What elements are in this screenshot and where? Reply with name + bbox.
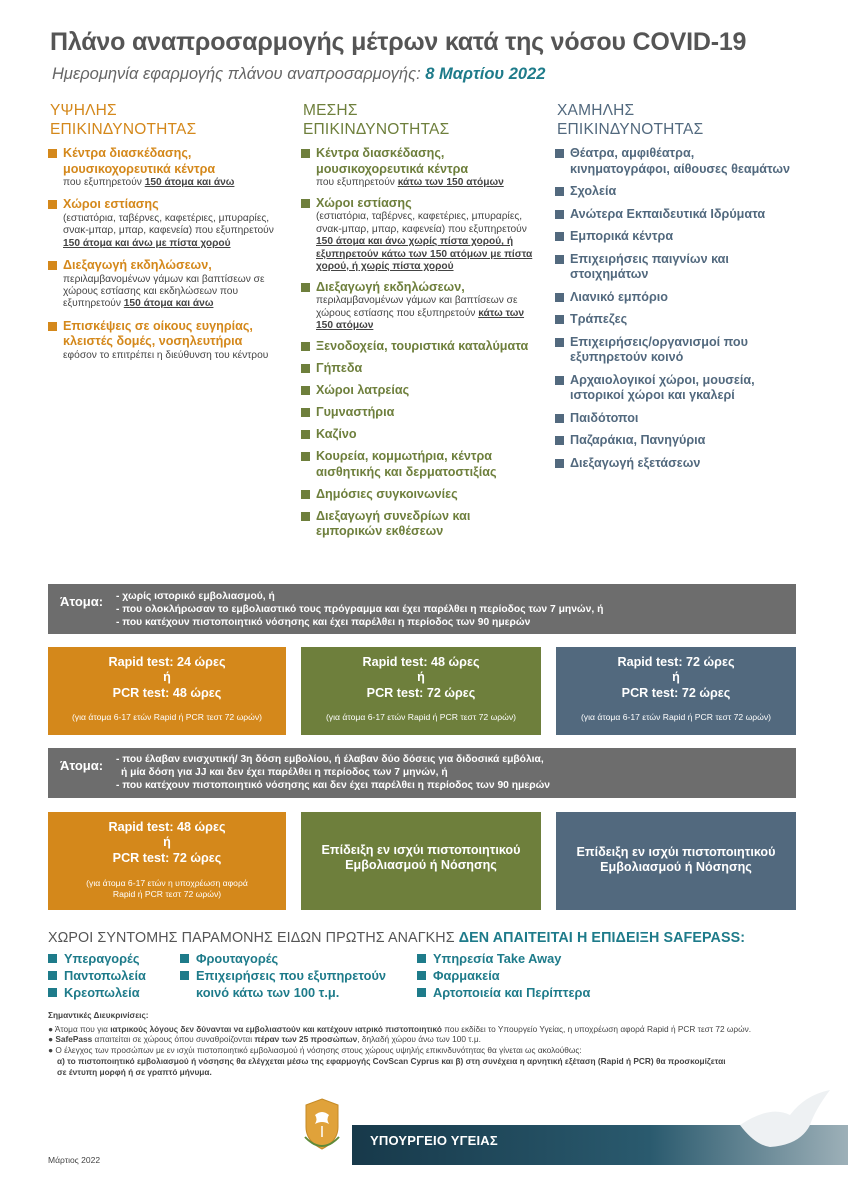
risk-item-title: Θέατρα, αμφιθέατρα, κινηματογράφοι, αίθουσες θεαμάτων xyxy=(570,146,790,176)
short-stay-item: Φρουταγορές xyxy=(180,951,278,966)
risk-item-desc: εφόσον το επιτρέπει η διεύθυνση του κέντρου xyxy=(63,349,269,361)
bullet-square-icon xyxy=(48,954,57,963)
short-stay-item: Επιχειρήσεις που εξυπηρετούν xyxy=(180,968,386,983)
bullet-square-icon xyxy=(301,149,310,158)
risk-item xyxy=(48,146,284,189)
short-stay-heading: ΧΩΡΟΙ ΣΥΝΤΟΜΗΣ ΠΑΡΑΜΟΝΗΣ ΕΙΔΩΝ ΠΡΩΤΗΣ ΑΝΑΓΚΗΣ ΔΕΝ ΑΠΑΙΤΕΙΤΑΙ Η ΕΠΙΔΕΙΞΗ SAFEPASS: xyxy=(48,930,746,946)
bullet-square-icon xyxy=(555,459,564,468)
bullet-square-icon xyxy=(48,200,57,209)
bullet-square-icon xyxy=(555,436,564,445)
short-stay-item: Φαρμακεία xyxy=(417,968,500,983)
short-stay-item: Αρτοποιεία και Περίπτερα xyxy=(417,985,590,1000)
risk-item-title: Επιχειρήσεις/οργανισμοί που εξυπηρετούν κοινό xyxy=(570,334,748,364)
bullet-square-icon xyxy=(301,452,310,461)
risk-item xyxy=(301,146,539,189)
page-subtitle: Ημερομηνία εφαρμογής πλάνου αναπροσαρμογής: 8 Μαρτίου 2022 xyxy=(52,65,546,83)
bullet-square-icon xyxy=(417,971,426,980)
risk-item xyxy=(301,509,539,540)
risk-item-desc: που εξυπηρετούν 150 άτομα και άνω xyxy=(63,177,235,188)
bullet-square-icon xyxy=(301,512,310,521)
bullet-square-icon xyxy=(301,408,310,417)
risk-item xyxy=(301,383,539,399)
bullet-square-icon xyxy=(301,364,310,373)
important-notes: Σημαντικές Διευκρινίσεις: ● Άτομα που για ιατρικούς λόγους δεν δύνανται να εμβολιαστούν και κατέχουν ιατρικό πιστοποιητικό που εκδίδει το Υπουργείο Υγείας, η υποχρέωση αφορά Rapid ή PCR τεστ 72 ωρών. ● SafePass απαιτείται σε χώρους όπου συναθροίζονται πέραν των 25 προσώπων, δηλαδή χώρου άνω των 100 τ.μ. ● Ο έλεγχος των προσώπων με εν ισχύι πιστοποιητικό εμβολιασμού ή νόσησης στους χώρους υψηλής επικινδυνότητας θα γίνεται ως ακολούθως: α) το πιστοποιητικό εμβολιασμού ή νόσησης θα ελέγχεται μέσω της εφαρμογής CovScan Cyprus και β) στη συνέχεια η αρνητική εξέταση (Rapid ή PCR) θα προσκομίζεται σε έντυπη μορφή ή σε γραπτό μήνυμα. xyxy=(48,1010,752,1077)
dove-watermark-icon xyxy=(730,1085,840,1170)
medium-risk-list xyxy=(301,146,539,546)
risk-item-title: Χώροι εστίασης xyxy=(316,195,412,210)
risk-item-title: Τράπεζες xyxy=(570,312,628,326)
risk-item xyxy=(555,207,795,223)
risk-item xyxy=(301,449,539,480)
risk-item xyxy=(301,339,539,355)
risk-item-desc: που εξυπηρετούν κάτω των 150 ατόμων xyxy=(316,177,504,188)
bullet-square-icon xyxy=(417,954,426,963)
risk-item xyxy=(555,146,795,177)
bullet-square-icon xyxy=(180,954,189,963)
bullet-square-icon xyxy=(555,315,564,324)
short-stay-item: Υπεραγορές xyxy=(48,951,139,966)
low-risk-list xyxy=(555,146,795,478)
risk-item xyxy=(301,487,539,503)
bullet-square-icon xyxy=(417,988,426,997)
group1-label: Άτομα: xyxy=(60,594,104,609)
risk-item xyxy=(301,280,539,333)
risk-item xyxy=(301,196,539,274)
risk-item-title: Παιδότοποι xyxy=(570,410,639,425)
risk-item xyxy=(555,456,795,472)
risk-item-title: Δημόσιες συγκοινωνίες xyxy=(316,486,458,501)
bullet-square-icon xyxy=(555,414,564,423)
risk-item-title: Λιανικό εμπόριο xyxy=(570,289,668,304)
high-risk-heading: ΥΨΗΛΗΣ ΕΠΙΚΙΝΔΥΝΟΤΗΤΑΣ xyxy=(50,102,197,138)
cyprus-emblem-icon xyxy=(293,1093,351,1163)
bullet-square-icon xyxy=(301,430,310,439)
risk-item-title: Επιχειρήσεις παιγνίων και στοιχημάτων xyxy=(570,251,729,281)
risk-item xyxy=(555,290,795,306)
group2-high-box: Rapid test: 48 ώρες ή PCR test: 72 ώρες (για άτομα 6-17 ετών η υποχρέωση αφορά Rapid ή PCR τεστ 72 ωρών) xyxy=(48,812,286,910)
risk-item-title: Διεξαγωγή εκδηλώσεων, xyxy=(316,279,465,294)
risk-item-desc: (εστιατόρια, ταβέρνες, καφετέριες, μπυραρίες, σνακ-μπαρ, μπαρ, καφενεία) που εξυπηρετούν 150 άτομα και άνω χωρίς πίστα χορού, ή εξυπηρετούν κάτω των 150 ατόμων με πίστα χορού, ή χωρίς πίστα χορού xyxy=(316,211,533,273)
bullet-square-icon xyxy=(555,338,564,347)
risk-item xyxy=(555,411,795,427)
risk-item-title: Κουρεία, κομμωτήρια, κέντρα αισθητικής και δερματοστιξίας xyxy=(316,449,497,479)
group2-label: Άτομα: xyxy=(60,758,104,773)
risk-item xyxy=(555,184,795,200)
medium-risk-heading: ΜΕΣΗΣ ΕΠΙΚΙΝΔΥΝΟΤΗΤΑΣ xyxy=(303,102,450,138)
short-stay-item-continuation: κοινό κάτω των 100 τ.μ. xyxy=(196,985,340,1000)
risk-item-title: Επισκέψεις σε οίκους ευγηρίας, κλειστές δομές, νοσηλευτήρια xyxy=(63,318,253,349)
group1-medium-box: Rapid test: 48 ώρες ή PCR test: 72 ώρες (για άτομα 6-17 ετών Rapid ή PCR τεστ 72 ωρών) xyxy=(301,647,541,735)
risk-item xyxy=(301,405,539,421)
bullet-square-icon xyxy=(301,386,310,395)
bullet-square-icon xyxy=(180,971,189,980)
risk-item-title: Διεξαγωγή εξετάσεων xyxy=(570,455,701,470)
group2-lines: - που έλαβαν ενισχυτική/ 3η δόση εμβολίου, ή έλαβαν δύο δόσεις για διδοσικά εμβόλια, ή μία δόση για JJ και δεν έχει παρέλθει η περίοδος των 7 μηνών, ή - που κατέχουν πιστοποιητικό νόσησης και δεν έχει παρέλθει η περίοδος των 90 ημερών xyxy=(116,754,551,791)
short-stay-item: Κρεοπωλεία xyxy=(48,985,140,1000)
risk-item xyxy=(48,197,284,250)
risk-item xyxy=(555,252,795,283)
risk-item-desc: (εστιατόρια, ταβέρνες, καφετέριες, μπυραρίες, σνακ-μπαρ, μπαρ, καφενεία) που εξυπηρετούν 150 άτομα και άνω με πίστα χορού xyxy=(63,212,274,249)
risk-item xyxy=(555,373,795,404)
risk-item xyxy=(555,312,795,328)
group2-criteria-bar xyxy=(48,748,796,798)
bullet-square-icon xyxy=(301,199,310,208)
group1-low-box: Rapid test: 72 ώρες ή PCR test: 72 ώρες (για άτομα 6-17 ετών Rapid ή PCR τεστ 72 ωρών) xyxy=(556,647,796,735)
group1-high-box: Rapid test: 24 ώρες ή PCR test: 48 ώρες (για άτομα 6-17 ετών Rapid ή PCR τεστ 72 ωρών) xyxy=(48,647,286,735)
short-stay-item: Παντοπωλεία xyxy=(48,968,146,983)
risk-item xyxy=(48,258,284,311)
bullet-square-icon xyxy=(555,232,564,241)
bullet-square-icon xyxy=(555,376,564,385)
ministry-name: ΥΠΟΥΡΓΕΙΟ ΥΓΕΙΑΣ xyxy=(370,1133,498,1148)
group1-criteria-bar xyxy=(48,584,796,634)
risk-item-title: Κέντρα διασκέδασης, μουσικοχορευτικά κέντρα xyxy=(316,146,469,176)
bullet-square-icon xyxy=(555,187,564,196)
low-risk-heading: ΧΑΜΗΛΗΣ ΕΠΙΚΙΝΔΥΝΟΤΗΤΑΣ xyxy=(557,102,704,138)
risk-item-title: Διεξαγωγή εκδηλώσεων, xyxy=(63,258,212,273)
risk-item-title: Σχολεία xyxy=(570,184,617,198)
bullet-square-icon xyxy=(555,293,564,302)
bullet-square-icon xyxy=(48,322,57,331)
effective-date: 8 Μαρτίου 2022 xyxy=(425,65,546,83)
publication-date: Μάρτιος 2022 xyxy=(48,1155,101,1165)
risk-item xyxy=(555,335,795,366)
risk-item xyxy=(555,229,795,245)
high-risk-list xyxy=(48,146,284,370)
risk-item-title: Παζαράκια, Πανηγύρια xyxy=(570,433,706,447)
bullet-square-icon xyxy=(301,490,310,499)
risk-item-title: Εμπορικά κέντρα xyxy=(570,229,674,243)
risk-item-title: Χώροι εστίασης xyxy=(63,197,159,212)
bullet-square-icon xyxy=(301,342,310,351)
risk-item-title: Καζίνο xyxy=(316,427,357,442)
bullet-square-icon xyxy=(48,149,57,158)
risk-item xyxy=(48,319,284,362)
risk-item-title: Γυμναστήρια xyxy=(316,405,395,420)
bullet-square-icon xyxy=(555,255,564,264)
group2-low-box: Επίδειξη εν ισχύι πιστοποιητικού Εμβολιασμού ή Νόσησης xyxy=(556,812,796,910)
risk-item-desc: περιλαμβανομένων γάμων και βαπτίσεων σε χώρους εστίασης και εκδηλώσεων που εξυπηρετούν 150 άτομα και άνω xyxy=(63,273,265,310)
group2-medium-box: Επίδειξη εν ισχύι πιστοποιητικού Εμβολιασμού ή Νόσησης xyxy=(301,812,541,910)
bullet-square-icon xyxy=(48,971,57,980)
risk-item-title: Αρχαιολογικοί χώροι, μουσεία, ιστορικοί χώροι και γκαλερί xyxy=(570,372,755,402)
risk-item-desc: περιλαμβανομένων γάμων και βαπτίσεων σε χώρους εστίασης που εξυπηρετούν κάτω των 150 ατόμων xyxy=(316,295,525,332)
risk-item-title: Χώροι λατρείας xyxy=(316,383,410,398)
risk-item xyxy=(301,427,539,443)
risk-item-title: Ξενοδοχεία, τουριστικά καταλύματα xyxy=(316,339,529,354)
bullet-square-icon xyxy=(555,149,564,158)
risk-item-title: Διεξαγωγή συνεδρίων και εμπορικών εκθέσεων xyxy=(316,508,471,539)
risk-item xyxy=(301,361,539,377)
risk-item-title: Κέντρα διασκέδασης, μουσικοχορευτικά κέντρα xyxy=(63,146,216,176)
risk-item-title: Ανώτερα Εκπαιδευτικά Ιδρύματα xyxy=(570,206,766,221)
bullet-square-icon xyxy=(48,261,57,270)
bullet-square-icon xyxy=(301,283,310,292)
risk-item-title: Γήπεδα xyxy=(316,361,363,376)
risk-item xyxy=(555,433,795,449)
short-stay-item: Υπηρεσία Take Away xyxy=(417,951,561,966)
page-title: Πλάνο αναπροσαρμογής μέτρων κατά της νόσου COVID-19 xyxy=(50,28,747,56)
bullet-square-icon xyxy=(555,210,564,219)
group1-lines: - χωρίς ιστορικό εμβολιασμού, ή - που ολοκλήρωσαν το εμβολιαστικό τους πρόγραμμα και έχει παρέλθει η περίοδος των 7 μηνών, ή - που κατέχουν πιστοποιητικό νόσησης και έχει παρέλθει η περίοδος των 90 ημερών xyxy=(116,591,604,628)
bullet-square-icon xyxy=(48,988,57,997)
